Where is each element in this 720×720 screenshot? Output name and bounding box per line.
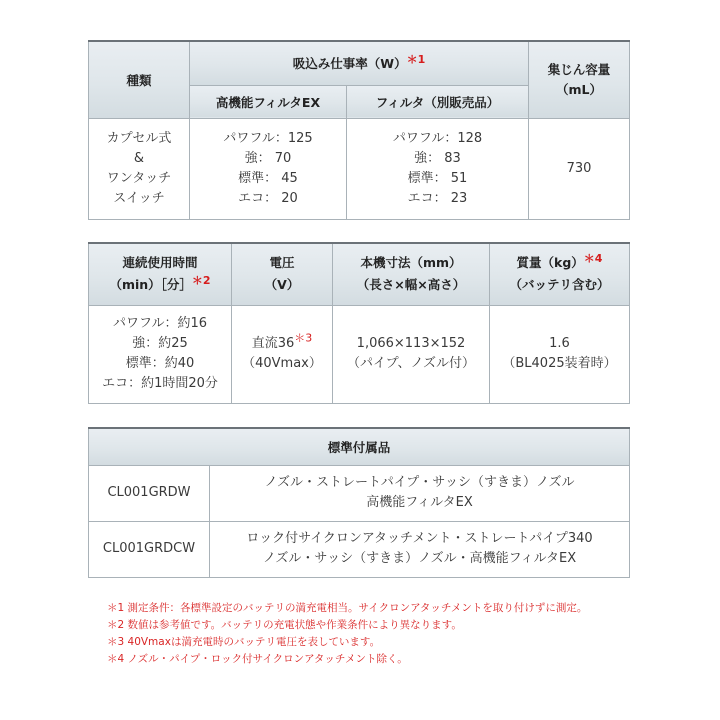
accessories-header: 標準付属品 <box>89 428 630 465</box>
model-name: CL001GRDW <box>89 465 210 521</box>
filter-sold-header: フィルタ（別販売品） <box>347 85 529 118</box>
voltage-value: 直流$36^{*3}$ （40Vmax） <box>232 305 333 403</box>
specs-table <box>88 242 630 404</box>
model-name: CL001GRDCW <box>89 521 210 577</box>
filter-ex-values: パワフル：125 強： 70 標準： 45 エコ： 20 <box>190 118 347 219</box>
mass-header: 質量（kg）＊4 （バッテリ含む） <box>490 243 630 305</box>
type-header: 種類 <box>89 41 190 118</box>
accessories-list: ノズル・ストレートパイプ・サッシ（すきま）ノズル 高機能フィルタEX <box>210 465 630 521</box>
suction-power-table <box>88 40 630 220</box>
accessories-table <box>88 427 630 578</box>
filter-sold-values: パワフル：128 強： 83 標準： 51 エコ： 23 <box>347 118 529 219</box>
voltage-header: 電圧 （V） <box>232 243 333 305</box>
dimensions-value: 1,066×113×152 （パイプ、ノズル付） <box>333 305 490 403</box>
dimensions-header: 本機寸法（mm） （長さ×幅×高さ） <box>333 243 490 305</box>
note-marker: ＊3 <box>294 331 313 345</box>
footnote: ＊3 40Vmaxは満充電時のバッテリ電圧を表しています。 <box>107 636 381 648</box>
footnotes <box>107 600 587 668</box>
mass-value: 1.6 （BL4025装着時） <box>490 305 630 403</box>
accessories-list: ロック付サイクロンアタッチメント・ストレートパイプ340 ノズル・サッシ（すきま）ノズル・高機能フィルタEX <box>210 521 630 577</box>
suction-power-header: 吸込み仕事率（W）＊1 <box>190 41 529 85</box>
footnote: ＊4 ノズル・パイプ・ロック付サイクロンアタッチメント除く。 <box>107 653 408 665</box>
note-marker: ＊1 <box>406 53 426 67</box>
footnote: ＊2 数値は参考値です。バッテリの充電状態や作業条件により異なります。 <box>107 619 462 631</box>
type-cell: カプセル式 & ワンタッチ スイッチ <box>89 118 190 219</box>
runtime-header: 連続使用時間 （min）［分］＊2 <box>89 243 232 305</box>
filter-ex-header: 高機能フィルタEX <box>190 85 347 118</box>
runtime-values: パワフル：約16 強：約25 標準：約40 エコ：約1時間20分 <box>89 305 232 403</box>
note-marker: ＊2 <box>191 274 211 288</box>
table-row <box>89 465 630 521</box>
capacity-value: 730 <box>529 118 630 219</box>
footnote: ＊1 測定条件：各標準設定のバッテリの満充電相当。サイクロンアタッチメントを取り付けずに測定。 <box>107 602 588 614</box>
table-row <box>89 521 630 577</box>
capacity-header: 集じん容量 （mL） <box>529 41 630 118</box>
note-marker: ＊4 <box>583 252 603 266</box>
